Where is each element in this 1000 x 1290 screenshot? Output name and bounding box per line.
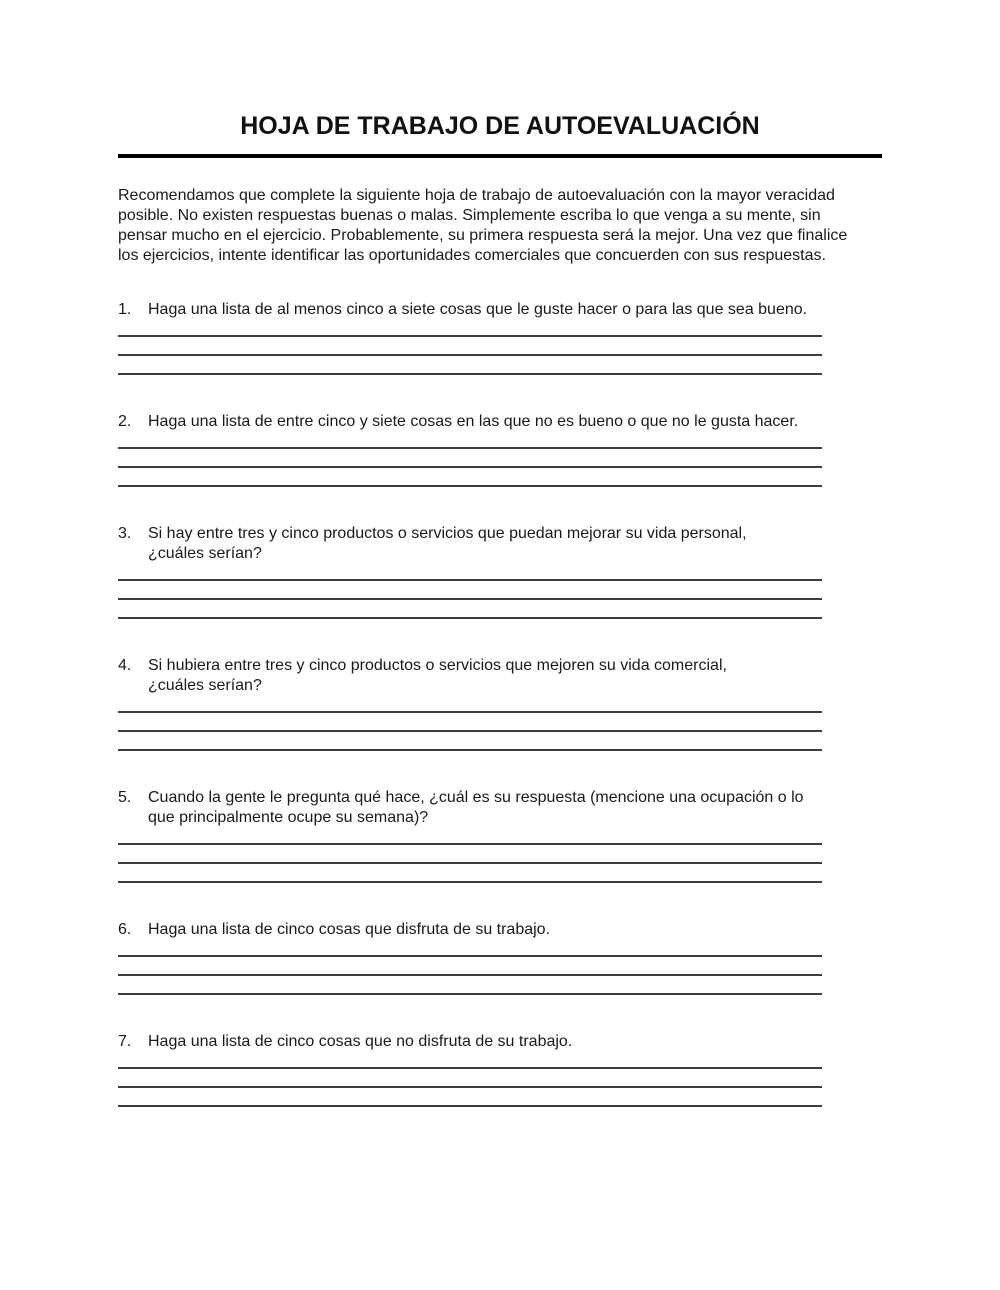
question-text bbox=[148, 412, 882, 432]
question-text-line: ¿cuáles serían? bbox=[148, 677, 262, 694]
question-number: 5. bbox=[118, 789, 132, 806]
intro-line: posible. No existen respuestas buenas o malas. Simplemente escriba lo que venga a su mente, sin bbox=[118, 207, 821, 224]
answer-lines bbox=[118, 318, 882, 375]
answer-blank-line bbox=[118, 430, 822, 449]
page-title: HOJA DE TRABAJO DE AUTOEVALUACIÓN bbox=[240, 112, 760, 140]
answer-blank-line bbox=[118, 845, 822, 864]
question-item bbox=[118, 524, 882, 619]
question-row bbox=[118, 524, 882, 564]
answer-blank-line bbox=[118, 600, 822, 619]
question-row bbox=[118, 300, 882, 320]
question-text bbox=[148, 788, 882, 828]
answer-lines bbox=[118, 826, 882, 883]
answer-lines bbox=[118, 1050, 882, 1107]
question-text-line: que principalmente ocupe su semana)? bbox=[148, 809, 429, 826]
question-item bbox=[118, 300, 882, 375]
answer-blank-line bbox=[118, 1088, 822, 1107]
answer-blank-line bbox=[118, 957, 822, 976]
question-text-line: Haga una lista de cinco cosas que disfruta de su trabajo. bbox=[148, 921, 551, 938]
intro-line: pensar mucho en el ejercicio. Probablemente, su primera respuesta será la mejor. Una vez que finalice bbox=[118, 227, 848, 244]
answer-blank-line bbox=[118, 581, 822, 600]
intro-paragraph bbox=[118, 186, 882, 266]
answer-lines bbox=[118, 430, 882, 487]
question-item bbox=[118, 920, 882, 995]
intro-line: Recomendamos que complete la siguiente hoja de trabajo de autoevaluación con la mayor veracidad bbox=[118, 187, 835, 204]
question-number: 1. bbox=[118, 301, 132, 318]
question-text-line: Haga una lista de entre cinco y siete cosas en las que no es bueno o que no le gusta hacer. bbox=[148, 413, 799, 430]
question-number: 6. bbox=[118, 921, 132, 938]
question-number: 3. bbox=[118, 525, 132, 542]
answer-blank-line bbox=[118, 1069, 822, 1088]
question-item bbox=[118, 788, 882, 883]
question-text-line: Haga una lista de cinco cosas que no disfruta de su trabajo. bbox=[148, 1033, 573, 1050]
question-number: 2. bbox=[118, 413, 132, 430]
answer-blank-line bbox=[118, 864, 822, 883]
answer-blank-line bbox=[118, 938, 822, 957]
question-text bbox=[148, 1032, 882, 1052]
answer-blank-line bbox=[118, 976, 822, 995]
question-row bbox=[118, 1032, 882, 1052]
answer-lines bbox=[118, 562, 882, 619]
question-text-line: ¿cuáles serían? bbox=[148, 545, 262, 562]
title-rule bbox=[118, 154, 882, 158]
answer-lines bbox=[118, 694, 882, 751]
question-text bbox=[148, 300, 882, 320]
answer-blank-line bbox=[118, 449, 822, 468]
question-row bbox=[118, 788, 882, 828]
question-row bbox=[118, 412, 882, 432]
answer-blank-line bbox=[118, 713, 822, 732]
question-item bbox=[118, 1032, 882, 1107]
questions-list bbox=[118, 300, 882, 1107]
answer-blank-line bbox=[118, 694, 822, 713]
question-row bbox=[118, 920, 882, 940]
question-text-line: Si hay entre tres y cinco productos o servicios que puedan mejorar su vida personal, bbox=[148, 525, 747, 542]
question-text bbox=[148, 524, 882, 564]
question-text-line: Cuando la gente le pregunta qué hace, ¿cuál es su respuesta (mencione una ocupación o lo bbox=[148, 789, 804, 806]
answer-lines bbox=[118, 938, 882, 995]
answer-blank-line bbox=[118, 732, 822, 751]
question-text-line: Si hubiera entre tres y cinco productos o servicios que mejoren su vida comercial, bbox=[148, 657, 727, 674]
answer-blank-line bbox=[118, 318, 822, 337]
answer-blank-line bbox=[118, 468, 822, 487]
answer-blank-line bbox=[118, 1050, 822, 1069]
answer-blank-line bbox=[118, 826, 822, 845]
question-number: 7. bbox=[118, 1033, 132, 1050]
question-text-line: Haga una lista de al menos cinco a siete cosas que le guste hacer o para las que sea bueno. bbox=[148, 301, 808, 318]
question-text bbox=[148, 656, 882, 696]
question-item bbox=[118, 656, 882, 751]
answer-blank-line bbox=[118, 356, 822, 375]
intro-line: los ejercicios, intente identificar las oportunidades comerciales que concuerden con sus respuestas. bbox=[118, 247, 826, 264]
question-text bbox=[148, 920, 882, 940]
answer-blank-line bbox=[118, 562, 822, 581]
answer-blank-line bbox=[118, 337, 822, 356]
question-number: 4. bbox=[118, 657, 132, 674]
question-row bbox=[118, 656, 882, 696]
question-item bbox=[118, 412, 882, 487]
